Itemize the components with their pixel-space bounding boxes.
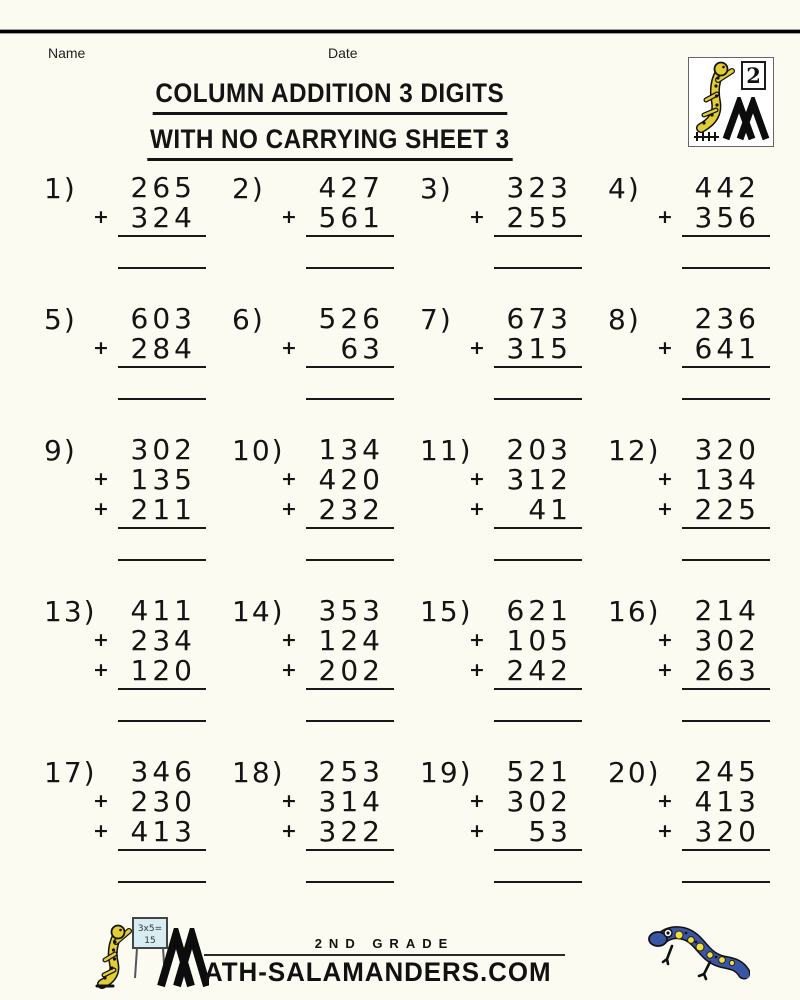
addend-row: [306, 172, 394, 202]
problem-13: [40, 595, 228, 722]
addend-row: [93, 331, 206, 365]
answer-line: [494, 398, 582, 400]
plus-sign: +: [93, 337, 109, 359]
addend-value: 225: [694, 492, 760, 526]
plus-sign: +: [281, 629, 297, 651]
answer-line: [494, 881, 582, 883]
addend-row: [281, 462, 394, 496]
addend-value: 312: [506, 462, 572, 496]
addend-row: [93, 784, 206, 818]
addend-value: 203: [506, 432, 572, 466]
problem-work-area: [281, 754, 394, 883]
addend-value: 353: [318, 593, 384, 627]
problem-number: 5): [44, 303, 77, 336]
addend-value: 211: [130, 492, 196, 526]
plus-sign: +: [657, 498, 673, 520]
addend-row: [682, 434, 770, 464]
answer-line: [682, 398, 770, 400]
problem-row: [40, 303, 796, 400]
addend-value: 561: [318, 200, 384, 234]
problem-work-area: [281, 301, 394, 400]
worksheet-title: [0, 78, 660, 170]
problem-work-area: [93, 301, 206, 400]
answer-line: [494, 720, 582, 722]
problems-grid: [40, 172, 796, 917]
addend-row: [281, 653, 394, 687]
answer-line: [682, 267, 770, 269]
problem-work-area: [657, 754, 770, 883]
problem-number: 1): [44, 172, 77, 205]
problem-row: [40, 756, 796, 883]
plus-sign: +: [281, 337, 297, 359]
footer-logo: [0, 912, 660, 988]
addend-row: [281, 492, 394, 526]
addend-row: [306, 434, 394, 464]
addend-row: [281, 784, 394, 818]
answer-line: [494, 559, 582, 561]
problem-9: [40, 434, 228, 561]
problem-number: 15): [420, 595, 473, 628]
answer-line: [118, 267, 206, 269]
problem-work-area: [469, 432, 582, 561]
addend-row: [657, 814, 770, 848]
addend-value: 322: [318, 814, 384, 848]
addend-value: 323: [506, 170, 572, 204]
addend-row: [469, 814, 582, 848]
answer-space: [494, 237, 582, 267]
addend-value: 242: [506, 653, 572, 687]
plus-sign: +: [469, 629, 485, 651]
problem-work-area: [469, 593, 582, 722]
plus-sign: +: [469, 498, 485, 520]
plus-sign: +: [469, 468, 485, 490]
date-label: Date: [328, 45, 358, 61]
answer-space: [494, 690, 582, 720]
addend-value: 53: [528, 814, 572, 848]
problem-number: 17): [44, 756, 97, 789]
addend-row: [469, 623, 582, 657]
addend-row: [93, 653, 206, 687]
addend-value: 641: [694, 331, 760, 365]
addend-value: 346: [130, 754, 196, 788]
plus-sign: +: [657, 337, 673, 359]
plus-sign: +: [93, 659, 109, 681]
answer-line: [118, 398, 206, 400]
addend-row: [306, 303, 394, 333]
addend-value: 314: [318, 784, 384, 818]
problem-19: [416, 756, 604, 883]
plus-sign: +: [93, 790, 109, 812]
problem-number: 8): [608, 303, 641, 336]
blue-salamander-icon: [646, 916, 750, 982]
answer-space: [682, 237, 770, 267]
grade-logo: [688, 57, 774, 147]
addend-value: 413: [130, 814, 196, 848]
addend-value: 202: [318, 653, 384, 687]
m-logo-icon: [722, 97, 770, 141]
problem-work-area: [93, 593, 206, 722]
problem-11: [416, 434, 604, 561]
problem-14: [228, 595, 416, 722]
answer-space: [494, 368, 582, 398]
addend-value: 265: [130, 170, 196, 204]
addend-row: [657, 200, 770, 234]
addend-value: 214: [694, 593, 760, 627]
plus-sign: +: [657, 468, 673, 490]
addend-value: 420: [318, 462, 384, 496]
problem-16: [604, 595, 792, 722]
footer-m-icon: [157, 928, 209, 988]
problem-1: [40, 172, 228, 269]
name-label: Name: [48, 45, 86, 61]
problem-number: 14): [232, 595, 285, 628]
plus-sign: +: [281, 790, 297, 812]
site-block: [204, 936, 566, 988]
problem-work-area: [281, 593, 394, 722]
problem-row: [40, 434, 796, 561]
addend-value: 411: [130, 593, 196, 627]
addend-row: [682, 172, 770, 202]
addend-value: 63: [340, 331, 384, 365]
addend-value: 105: [506, 623, 572, 657]
addend-row: [118, 595, 206, 625]
plus-sign: +: [93, 629, 109, 651]
plus-sign: +: [469, 206, 485, 228]
problem-number: 9): [44, 434, 77, 467]
answer-line: [306, 398, 394, 400]
addend-value: 315: [506, 331, 572, 365]
addend-value: 232: [318, 492, 384, 526]
addend-value: 621: [506, 593, 572, 627]
plus-sign: +: [657, 820, 673, 842]
addend-value: 234: [130, 623, 196, 657]
answer-space: [118, 237, 206, 267]
addend-value: 673: [506, 301, 572, 335]
plus-sign: +: [469, 820, 485, 842]
problem-number: 3): [420, 172, 453, 205]
problem-2: [228, 172, 416, 269]
addend-value: 41: [528, 492, 572, 526]
addend-row: [682, 595, 770, 625]
addend-value: 356: [694, 200, 760, 234]
addend-value: 603: [130, 301, 196, 335]
addend-value: 245: [694, 754, 760, 788]
addend-row: [494, 303, 582, 333]
addend-row: [682, 756, 770, 786]
problem-work-area: [93, 754, 206, 883]
addend-row: [281, 331, 394, 365]
addend-value: 255: [506, 200, 572, 234]
addend-value: 413: [694, 784, 760, 818]
addend-row: [118, 434, 206, 464]
addend-row: [469, 653, 582, 687]
addend-row: [494, 756, 582, 786]
answer-line: [118, 881, 206, 883]
answer-space: [682, 690, 770, 720]
addend-row: [469, 784, 582, 818]
plus-sign: +: [281, 820, 297, 842]
addend-row: [93, 814, 206, 848]
problem-6: [228, 303, 416, 400]
problem-18: [228, 756, 416, 883]
addend-row: [657, 784, 770, 818]
problem-work-area: [657, 432, 770, 561]
answer-space: [118, 368, 206, 398]
problem-number: 19): [420, 756, 473, 789]
addend-row: [281, 814, 394, 848]
answer-space: [118, 529, 206, 559]
problem-work-area: [93, 170, 206, 269]
addend-row: [657, 331, 770, 365]
addend-row: [118, 303, 206, 333]
answer-line: [682, 720, 770, 722]
problem-number: 10): [232, 434, 285, 467]
plus-sign: +: [469, 659, 485, 681]
plus-sign: +: [281, 659, 297, 681]
answer-line: [682, 881, 770, 883]
grade-number-badge: 2: [741, 61, 766, 90]
addend-value: 526: [318, 301, 384, 335]
answer-line: [306, 720, 394, 722]
problem-work-area: [93, 432, 206, 561]
answer-space: [118, 690, 206, 720]
answer-space: [682, 368, 770, 398]
problem-work-area: [281, 170, 394, 269]
footer: [0, 912, 800, 992]
plus-sign: +: [281, 468, 297, 490]
addend-row: [93, 492, 206, 526]
problem-work-area: [469, 301, 582, 400]
addend-value: 324: [130, 200, 196, 234]
addend-row: [494, 595, 582, 625]
addend-value: 236: [694, 301, 760, 335]
answer-line: [494, 267, 582, 269]
problem-number: 18): [232, 756, 285, 789]
problem-5: [40, 303, 228, 400]
problem-15: [416, 595, 604, 722]
addend-row: [494, 172, 582, 202]
svg-text:3x5=: 3x5=: [137, 924, 162, 934]
svg-text:15: 15: [143, 936, 156, 946]
problem-number: 13): [44, 595, 97, 628]
problem-10: [228, 434, 416, 561]
addend-value: 427: [318, 170, 384, 204]
answer-space: [306, 237, 394, 267]
title-line-2: WITH NO CARRYING SHEET 3: [148, 124, 513, 161]
plus-sign: +: [657, 790, 673, 812]
plus-sign: +: [657, 629, 673, 651]
addend-row: [657, 653, 770, 687]
problem-number: 6): [232, 303, 265, 336]
problem-number: 16): [608, 595, 661, 628]
plus-sign: +: [281, 498, 297, 520]
problem-row: [40, 595, 796, 722]
answer-line: [682, 559, 770, 561]
plus-sign: +: [657, 659, 673, 681]
plus-sign: +: [93, 820, 109, 842]
answer-space: [306, 529, 394, 559]
addend-value: 135: [130, 462, 196, 496]
addend-row: [469, 492, 582, 526]
addend-value: 134: [694, 462, 760, 496]
answer-space: [306, 851, 394, 881]
addend-value: 302: [694, 623, 760, 657]
addend-value: 263: [694, 653, 760, 687]
addend-row: [494, 434, 582, 464]
addend-row: [657, 462, 770, 496]
addend-row: [306, 595, 394, 625]
problem-4: [604, 172, 792, 269]
answer-space: [682, 529, 770, 559]
top-divider: [0, 29, 800, 34]
addend-value: 284: [130, 331, 196, 365]
answer-line: [306, 267, 394, 269]
addend-row: [281, 623, 394, 657]
addend-value: 253: [318, 754, 384, 788]
problem-number: 11): [420, 434, 473, 467]
title-line-1: COLUMN ADDITION 3 DIGITS: [153, 78, 507, 115]
problem-work-area: [657, 170, 770, 269]
answer-space: [682, 851, 770, 881]
problem-number: 7): [420, 303, 453, 336]
answer-space: [494, 529, 582, 559]
grade-text: 2ND GRADE: [314, 936, 455, 951]
addend-value: 442: [694, 170, 760, 204]
addend-row: [93, 200, 206, 234]
addend-row: [469, 331, 582, 365]
problem-number: 12): [608, 434, 661, 467]
addend-value: 302: [130, 432, 196, 466]
addend-row: [281, 200, 394, 234]
problem-number: 4): [608, 172, 641, 205]
plus-sign: +: [93, 498, 109, 520]
addend-value: 120: [130, 653, 196, 687]
problem-17: [40, 756, 228, 883]
addend-value: 320: [694, 432, 760, 466]
answer-line: [306, 881, 394, 883]
answer-space: [494, 851, 582, 881]
addend-row: [657, 623, 770, 657]
addend-value: 124: [318, 623, 384, 657]
addend-value: 521: [506, 754, 572, 788]
addend-value: 230: [130, 784, 196, 818]
answer-line: [118, 720, 206, 722]
addend-value: 134: [318, 432, 384, 466]
footer-rule: [204, 954, 566, 956]
answer-line: [306, 559, 394, 561]
plus-sign: +: [469, 337, 485, 359]
problem-row: [40, 172, 796, 269]
problem-20: [604, 756, 792, 883]
addend-row: [93, 623, 206, 657]
addend-row: [657, 492, 770, 526]
answer-space: [118, 851, 206, 881]
problem-3: [416, 172, 604, 269]
addend-row: [469, 200, 582, 234]
problem-7: [416, 303, 604, 400]
addend-row: [682, 303, 770, 333]
addend-value: 320: [694, 814, 760, 848]
plus-sign: +: [93, 468, 109, 490]
answer-line: [118, 559, 206, 561]
problem-work-area: [657, 301, 770, 400]
plus-sign: +: [93, 206, 109, 228]
answer-space: [306, 690, 394, 720]
addend-row: [306, 756, 394, 786]
problem-number: 2): [232, 172, 265, 205]
problem-number: 20): [608, 756, 661, 789]
problem-work-area: [469, 754, 582, 883]
plus-sign: +: [469, 790, 485, 812]
plus-sign: +: [657, 206, 673, 228]
site-text: ATH-SALAMANDERS.COM: [203, 957, 552, 987]
problem-work-area: [657, 593, 770, 722]
addend-row: [469, 462, 582, 496]
problem-12: [604, 434, 792, 561]
addend-row: [118, 756, 206, 786]
answer-space: [306, 368, 394, 398]
problem-8: [604, 303, 792, 400]
addend-row: [118, 172, 206, 202]
plus-sign: +: [281, 206, 297, 228]
problem-work-area: [281, 432, 394, 561]
problem-work-area: [469, 170, 582, 269]
addend-value: 302: [506, 784, 572, 818]
addend-row: [93, 462, 206, 496]
